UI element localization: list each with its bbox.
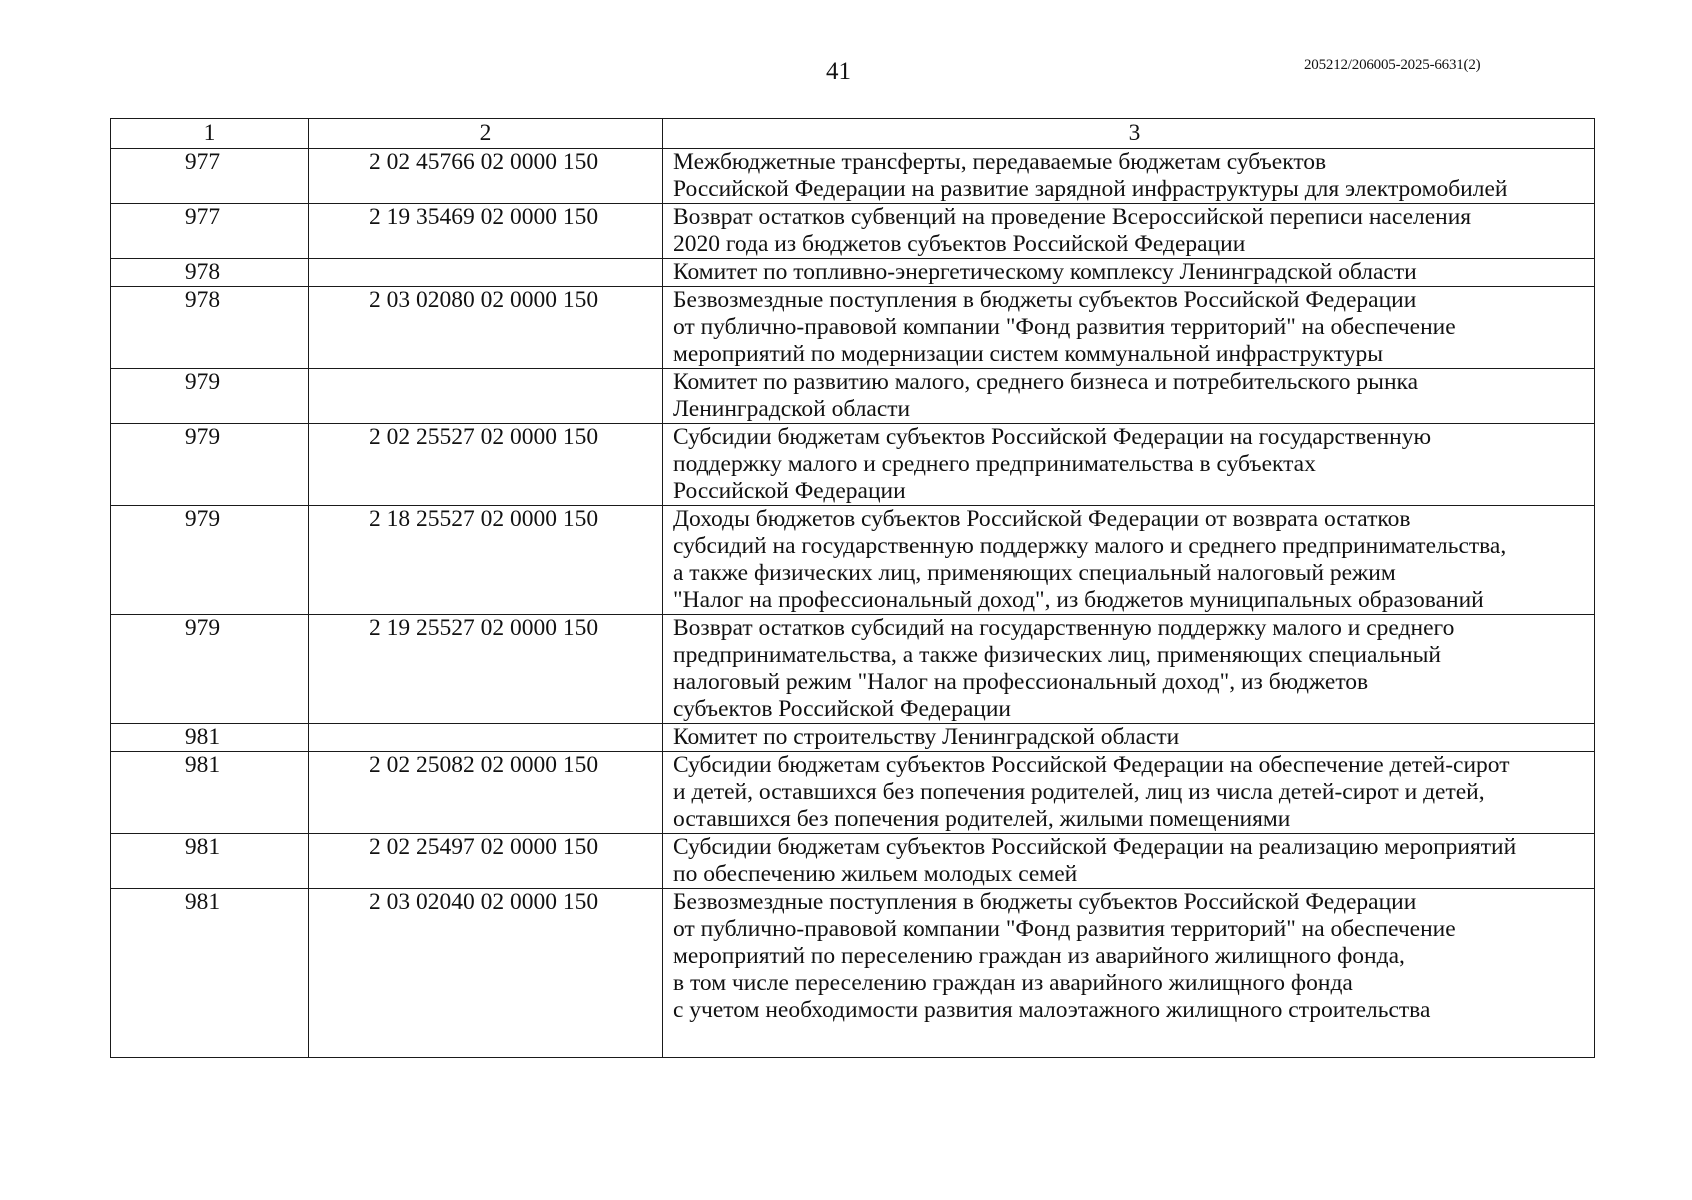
description-line: налоговый режим "Налог на профессиональный доход", из бюджетов — [673, 669, 1369, 695]
table-body — [111, 149, 1595, 1058]
description-cell — [663, 506, 1595, 615]
description-line: оставшихся без попечения родителей, жилыми помещениями — [673, 806, 1291, 832]
description-line: в том числе переселению граждан из аварийного жилищного фонда — [673, 970, 1353, 996]
description-line: с учетом необходимости развития малоэтажного жилищного строительства — [673, 997, 1431, 1023]
admin-code-cell: 981 — [111, 834, 309, 889]
description-line: поддержку малого и среднего предпринимательства в субъектах — [673, 451, 1316, 477]
revenue-code-cell — [309, 724, 663, 752]
admin-code-cell: 979 — [111, 506, 309, 615]
admin-code-cell: 981 — [111, 724, 309, 752]
revenue-code-cell: 2 02 25082 02 0000 150 — [309, 752, 663, 834]
description-line: мероприятий по модернизации систем коммунальной инфраструктуры — [673, 341, 1383, 367]
admin-code-cell: 979 — [111, 615, 309, 724]
description-line: Ленинградской области — [673, 396, 911, 422]
description-line: Комитет по топливно-энергетическому комплексу Ленинградской области — [673, 259, 1417, 285]
description-line: субсидий на государственную поддержку малого и среднего предпринимательства, — [673, 533, 1507, 559]
column-header-3: 3 — [663, 119, 1595, 149]
table-row — [111, 204, 1595, 259]
description-line: Возврат остатков субвенций на проведение Всероссийской переписи населения — [673, 204, 1472, 230]
table-row — [111, 506, 1595, 615]
revenue-code-cell: 2 19 35469 02 0000 150 — [309, 204, 663, 259]
admin-code-cell: 977 — [111, 204, 309, 259]
revenue-code-cell — [309, 259, 663, 287]
revenue-code-cell: 2 19 25527 02 0000 150 — [309, 615, 663, 724]
admin-code-cell: 981 — [111, 889, 309, 1058]
description-line: Российской Федерации — [673, 478, 906, 504]
description-cell — [663, 287, 1595, 369]
description-cell — [663, 724, 1595, 752]
description-line: а также физических лиц, применяющих специальный налоговый режим — [673, 560, 1396, 586]
description-line: Субсидии бюджетам субъектов Российской Федерации на реализацию мероприятий — [673, 834, 1517, 860]
page-number: 41 — [826, 58, 851, 85]
revenue-codes-table — [110, 118, 1595, 1058]
description-line: 2020 года из бюджетов субъектов Российской Федерации — [673, 231, 1246, 257]
table-row — [111, 752, 1595, 834]
description-cell — [663, 834, 1595, 889]
table-row — [111, 149, 1595, 204]
revenue-code-cell: 2 18 25527 02 0000 150 — [309, 506, 663, 615]
revenue-code-cell: 2 02 25527 02 0000 150 — [309, 424, 663, 506]
admin-code-cell: 978 — [111, 259, 309, 287]
description-cell — [663, 752, 1595, 834]
description-cell — [663, 259, 1595, 287]
description-line: Субсидии бюджетам субъектов Российской Федерации на обеспечение детей-сирот — [673, 752, 1510, 778]
description-line: Субсидии бюджетам субъектов Российской Федерации на государственную — [673, 424, 1432, 450]
description-line: "Налог на профессиональный доход", из бюджетов муниципальных образований — [673, 587, 1484, 613]
table-row — [111, 889, 1595, 1058]
table-row — [111, 259, 1595, 287]
revenue-code-cell: 2 03 02040 02 0000 150 — [309, 889, 663, 1058]
revenue-code-cell: 2 02 45766 02 0000 150 — [309, 149, 663, 204]
description-line: от публично-правовой компании "Фонд развития территорий" на обеспечение — [673, 916, 1456, 942]
column-header-1: 1 — [111, 119, 309, 149]
table-row — [111, 287, 1595, 369]
description-cell — [663, 204, 1595, 259]
admin-code-cell: 978 — [111, 287, 309, 369]
description-line: Межбюджетные трансферты, передаваемые бюджетам субъектов — [673, 149, 1327, 175]
table-row — [111, 615, 1595, 724]
description-line: по обеспечению жильем молодых семей — [673, 861, 1078, 887]
column-header-2: 2 — [309, 119, 663, 149]
admin-code-cell: 981 — [111, 752, 309, 834]
description-line: мероприятий по переселению граждан из аварийного жилищного фонда, — [673, 943, 1405, 969]
admin-code-cell: 979 — [111, 424, 309, 506]
description-line: и детей, оставшихся без попечения родителей, лиц из числа детей-сирот и детей, — [673, 779, 1485, 805]
description-line: Доходы бюджетов субъектов Российской Федерации от возврата остатков — [673, 506, 1411, 532]
revenue-code-cell — [309, 369, 663, 424]
table-row — [111, 424, 1595, 506]
table-row — [111, 724, 1595, 752]
table-header-row — [111, 119, 1595, 149]
description-line: Российской Федерации на развитие зарядной инфраструктуры для электромобилей — [673, 176, 1508, 202]
table-row — [111, 834, 1595, 889]
admin-code-cell: 979 — [111, 369, 309, 424]
description-cell — [663, 889, 1595, 1058]
revenue-code-cell: 2 03 02080 02 0000 150 — [309, 287, 663, 369]
description-line: от публично-правовой компании "Фонд развития территорий" на обеспечение — [673, 314, 1456, 340]
description-line: субъектов Российской Федерации — [673, 696, 1011, 722]
description-line: предпринимательства, а также физических лиц, применяющих специальный — [673, 642, 1441, 668]
description-line: Безвозмездные поступления в бюджеты субъектов Российской Федерации — [673, 287, 1417, 313]
description-line: Комитет по развитию малого, среднего бизнеса и потребительского рынка — [673, 369, 1419, 395]
admin-code-cell: 977 — [111, 149, 309, 204]
description-line: Возврат остатков субсидий на государственную поддержку малого и среднего — [673, 615, 1455, 641]
table-row — [111, 369, 1595, 424]
description-line: Безвозмездные поступления в бюджеты субъектов Российской Федерации — [673, 889, 1417, 915]
description-cell — [663, 424, 1595, 506]
description-cell — [663, 369, 1595, 424]
description-cell — [663, 615, 1595, 724]
description-cell — [663, 149, 1595, 204]
description-line: Комитет по строительству Ленинградской области — [673, 724, 1180, 750]
document-id: 205212/206005-2025-6631(2) — [1304, 57, 1481, 73]
revenue-code-cell: 2 02 25497 02 0000 150 — [309, 834, 663, 889]
